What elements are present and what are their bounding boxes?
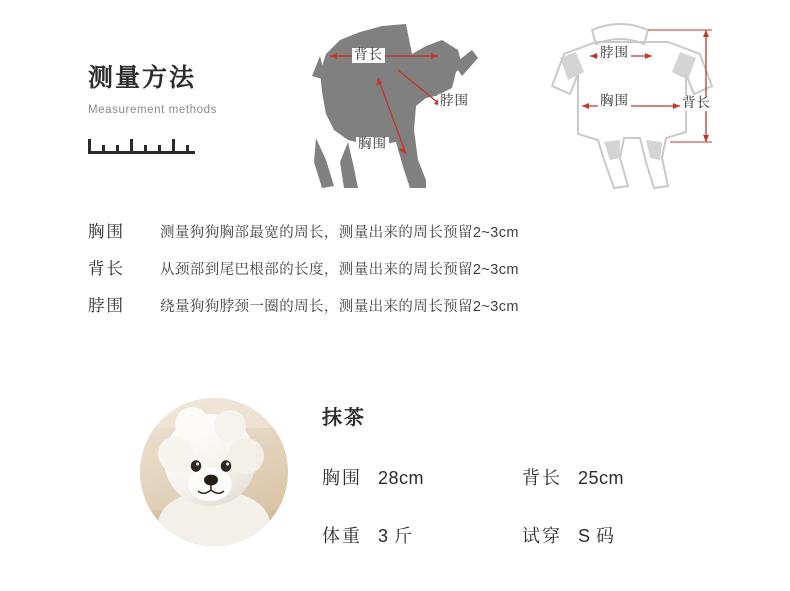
- spec-item: [322, 464, 522, 490]
- definition-row: [88, 218, 708, 242]
- definition-row: [88, 292, 708, 316]
- spec-item: [522, 522, 722, 548]
- garment-label-chest: 胸围: [600, 93, 629, 108]
- garment-label-back-length: 背长: [682, 95, 711, 110]
- garment-label-neck: 脖围: [600, 45, 629, 60]
- definition-description: 绕量狗狗脖颈一圈的周长，测量出来的周长预留2~3cm: [160, 299, 519, 315]
- ruler-decoration: [88, 139, 195, 154]
- spec-label: 试穿: [522, 526, 562, 546]
- dog-measurement-diagram: [286, 10, 486, 200]
- model-avatar: [140, 398, 288, 546]
- spec-item: [322, 522, 522, 548]
- model-spec-grid: [322, 464, 702, 548]
- spec-value: S 码: [578, 526, 615, 546]
- dog-label-back-length: 背长: [354, 47, 383, 62]
- spec-value: 3 斤: [378, 526, 413, 546]
- dog-label-neck: 脖围: [440, 93, 469, 108]
- definition-description: 从颈部到尾巴根部的长度，测量出来的周长预留2~3cm: [160, 262, 519, 278]
- spec-label: 背长: [522, 468, 562, 488]
- definition-description: 测量狗狗胸部最宽的周长，测量出来的周长预留2~3cm: [160, 225, 519, 241]
- page-title: 测量方法: [88, 64, 197, 92]
- model-info: [322, 408, 702, 548]
- spec-item: [522, 464, 722, 490]
- dog-label-chest: 胸围: [358, 136, 387, 151]
- definition-term: 脖围: [88, 297, 125, 315]
- garment-measurement-diagram: [520, 10, 735, 200]
- definition-term: 胸围: [88, 223, 125, 241]
- measurement-definitions: [88, 218, 708, 329]
- model-card: [140, 398, 700, 558]
- model-name: 抹茶: [322, 407, 366, 429]
- spec-label: 胸围: [322, 468, 362, 488]
- definition-term: 背长: [88, 260, 125, 278]
- spec-value: 28cm: [378, 468, 425, 488]
- page-subtitle: Measurement methods: [88, 104, 218, 116]
- spec-label: 体重: [322, 526, 362, 546]
- spec-value: 25cm: [578, 468, 625, 488]
- dog-photo-image: [140, 398, 288, 546]
- definition-row: [88, 255, 708, 279]
- measurement-heading: [88, 66, 288, 154]
